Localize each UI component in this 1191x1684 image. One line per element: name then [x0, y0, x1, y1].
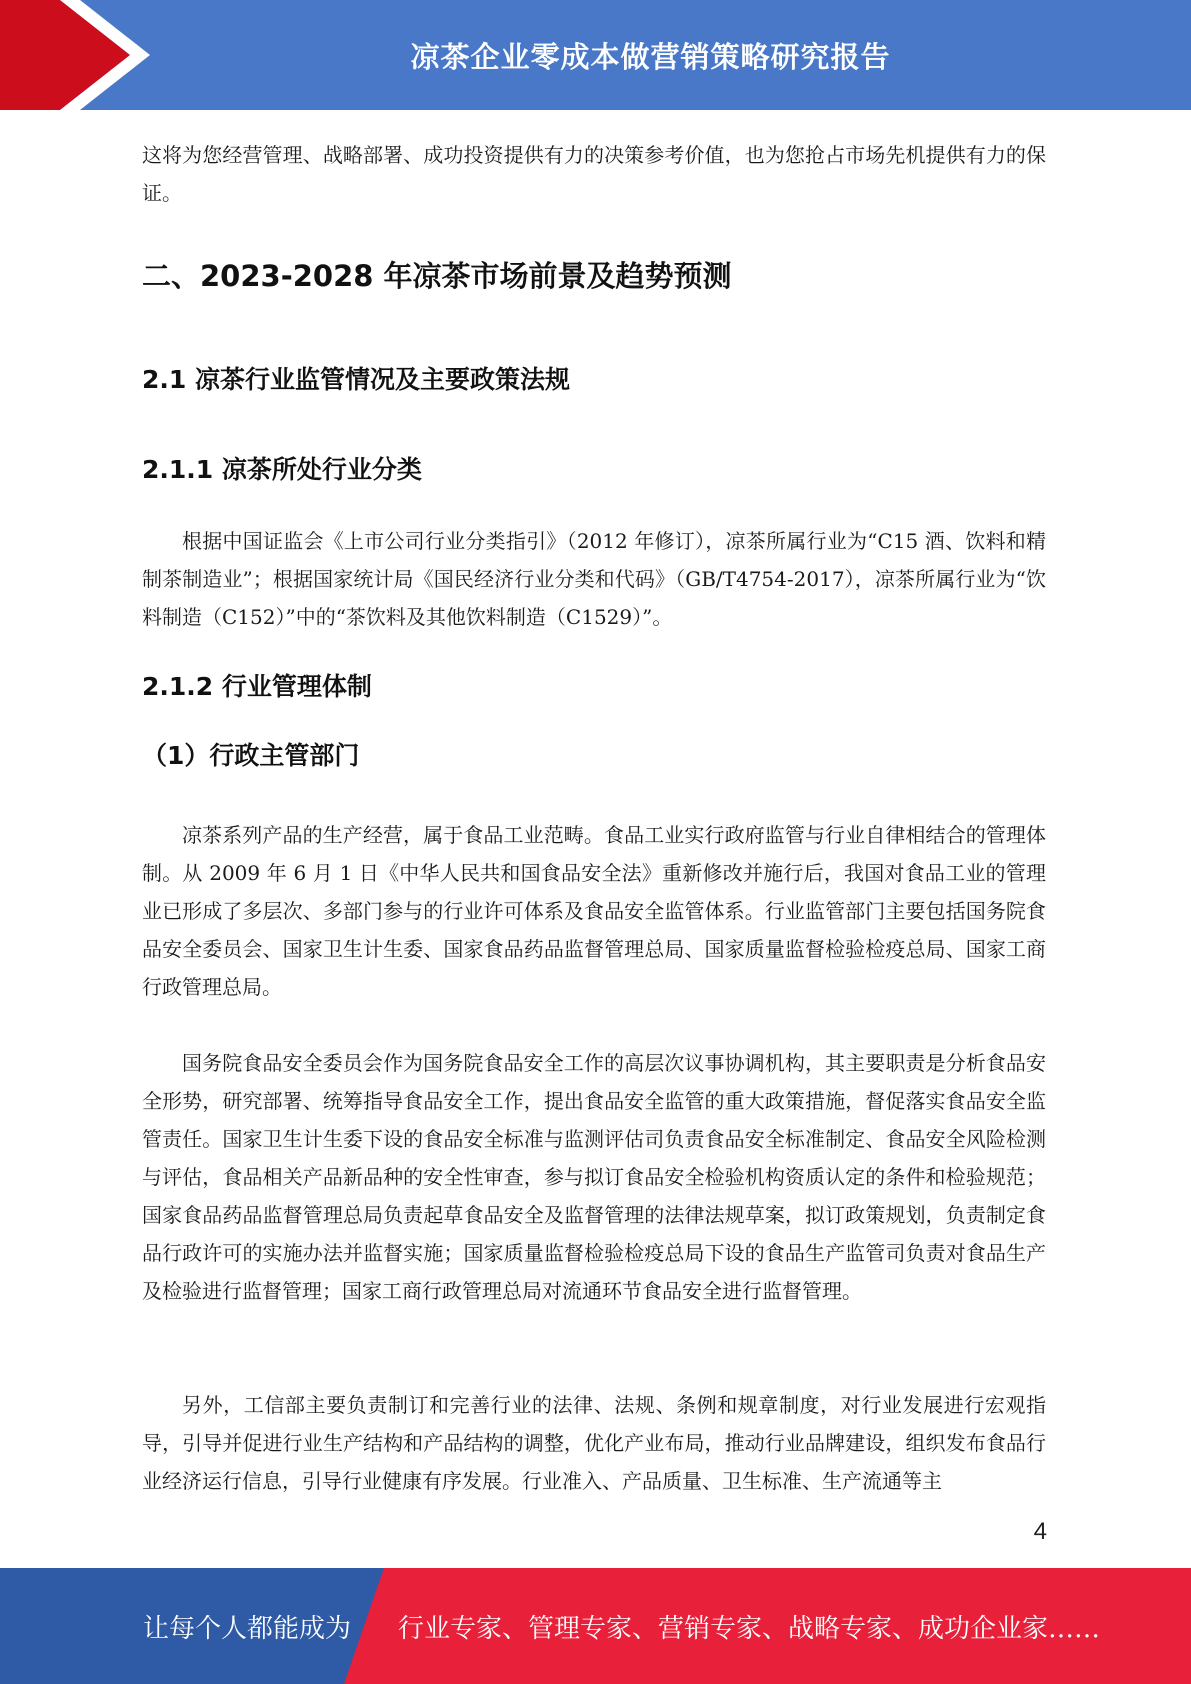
report-title: 凉茶企业零成本做营销策略研究报告 — [410, 39, 891, 74]
section-2-1-heading: 2.1 凉茶行业监管情况及主要政策法规 — [142, 365, 570, 394]
admin-paragraph-2-block — [142, 1044, 1046, 1310]
intro-paragraph-block — [142, 136, 1046, 212]
section-2-1-1-heading: 2.1.1 凉茶所处行业分类 — [142, 455, 422, 484]
intro-paragraph: 这将为您经营管理、战略部署、成功投资提供有力的决策参考价值，也为您抢占市场先机提供有力的保证。 — [142, 143, 1046, 205]
footer-slogan-right: 行业专家、管理专家、营销专家、战略专家、成功企业家…… — [398, 1613, 1101, 1644]
subsection-1-heading: （1）行政主管部门 — [142, 741, 360, 770]
footer-slogan-left: 让每个人都能成为 — [143, 1613, 352, 1644]
admin-paragraph-3-block — [142, 1386, 1046, 1500]
header-banner — [0, 0, 1191, 110]
section-2-1-1-paragraph: 根据中国证监会《上市公司行业分类指引》（2012 年修订），凉茶所属行业为“C15 酒、饮料和精制茶制造业”；根据国家统计局《国民经济行业分类和代码》（GB/T4754-2017），凉茶所属行业为“饮料制造（C152）”中的“茶饮料及其他饮料制造（C1529）”。 — [142, 529, 1046, 629]
admin-paragraph-1-block — [142, 816, 1046, 1006]
page-number: 4 — [1033, 1518, 1047, 1545]
footer-banner — [0, 1568, 1191, 1684]
section-2-1-2-heading: 2.1.2 行业管理体制 — [142, 672, 372, 701]
section-2-1-1-paragraph-block — [142, 522, 1046, 636]
admin-paragraph-2: 国务院食品安全委员会作为国务院食品安全工作的高层次议事协调机构，其主要职责是分析食品安全形势，研究部署、统筹指导食品安全工作，提出食品安全监管的重大政策措施，督促落实食品安全监管责任。国家卫生计生委下设的食品安全标准与监测评估司负责食品安全标准制定、食品安全风险检测与评估，食品相关产品新品种的安全性审查，参与拟订食品安全检验机构资质认定的条件和检验规范；国家食品药品监督管理总局负责起草食品安全及监督管理的法律法规草案，拟订政策规划，负责制定食品行政许可的实施办法并监督实施；国家质量监督检验检疫总局下设的食品生产监管司负责对食品生产及检验进行监督管理；国家工商行政管理总局对流通环节食品安全进行监督管理。 — [142, 1051, 1046, 1303]
section-2-heading: 二、2023-2028 年凉茶市场前景及趋势预测 — [142, 259, 732, 293]
header-red-chevron — [0, 0, 130, 110]
admin-paragraph-1: 凉茶系列产品的生产经营，属于食品工业范畴。食品工业实行政府监管与行业自律相结合的管理体制。从 2009 年 6 月 1 日《中华人民共和国食品安全法》重新修改并施行后，我国对食品工业的管理业已形成了多层次、多部门参与的行业许可体系及食品安全监管体系。行业监管部门主要包括国务院食品安全委员会、国家卫生计生委、国家食品药品监督管理总局、国家质量监督检验检疫总局、国家工商行政管理总局。 — [142, 823, 1046, 999]
admin-paragraph-3: 另外，工信部主要负责制订和完善行业的法律、法规、条例和规章制度，对行业发展进行宏观指导，引导并促进行业生产结构和产品结构的调整，优化产业布局，推动行业品牌建设，组织发布食品行业经济运行信息，引导行业健康有序发展。行业准入、产品质量、卫生标准、生产流通等主 — [142, 1393, 1046, 1493]
